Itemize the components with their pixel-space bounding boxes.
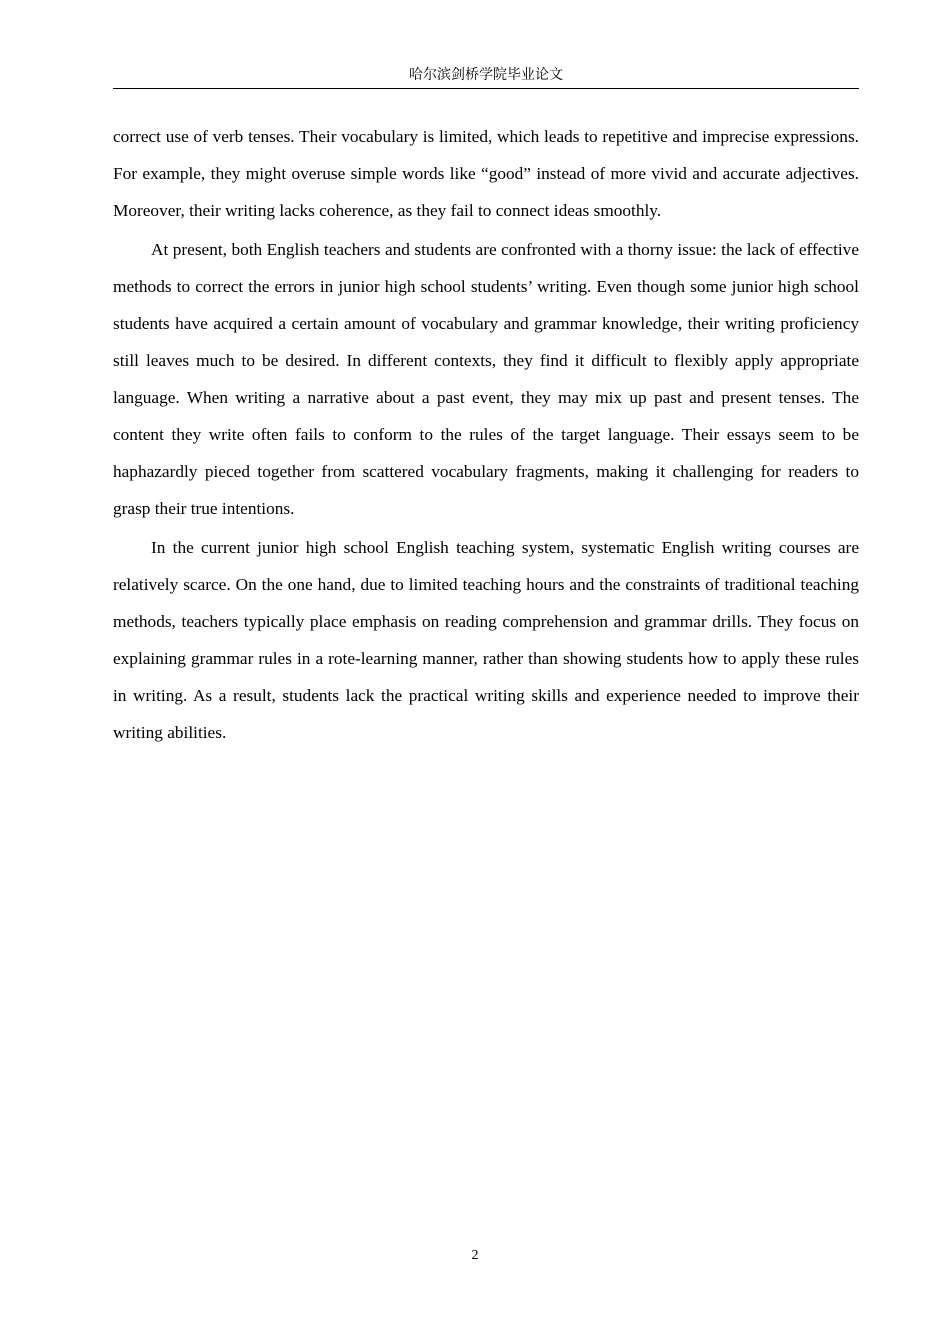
header-title: 哈尔滨剑桥学院毕业论文: [409, 68, 563, 83]
paragraph: In the current junior high school English teaching system, systematic English writing courses are relatively scarce. On the one hand, due to limited teaching hours and the constraints of traditional teaching methods, teachers typically place emphasis on reading comprehension and grammar drills. They focus on explaining grammar rules in a rote-learning manner, rather than showing students how to apply these rules in writing. As a result, students lack the practical writing skills and experience needed to improve their writing abilities.: [113, 538, 859, 742]
document-body: [113, 118, 859, 751]
paragraph-continuation: correct use of verb tenses. Their vocabulary is limited, which leads to repetitive and imprecise expressions. For example, they might overuse simple words like “good” instead of more vivid and accurate adjectives. Moreover, their writing lacks coherence, as they fail to connect ideas smoothly.: [113, 127, 859, 220]
page-number: 2: [471, 1248, 479, 1263]
paragraph: At present, both English teachers and students are confronted with a thorny issue: the lack of effective methods to correct the errors in junior high school students’ writing. Even though some junior high school students have acquired a certain amount of vocabulary and grammar knowledge, their writing proficiency still leaves much to be desired. In different contexts, they find it difficult to flexibly apply appropriate language. When writing a narrative about a past event, they may mix up past and present tenses. The content they write often fails to conform to the rules of the target language. Their essays seem to be haphazardly pieced together from scattered vocabulary fragments, making it challenging for readers to grasp their true intentions.: [113, 240, 859, 518]
page-header: [113, 66, 859, 89]
